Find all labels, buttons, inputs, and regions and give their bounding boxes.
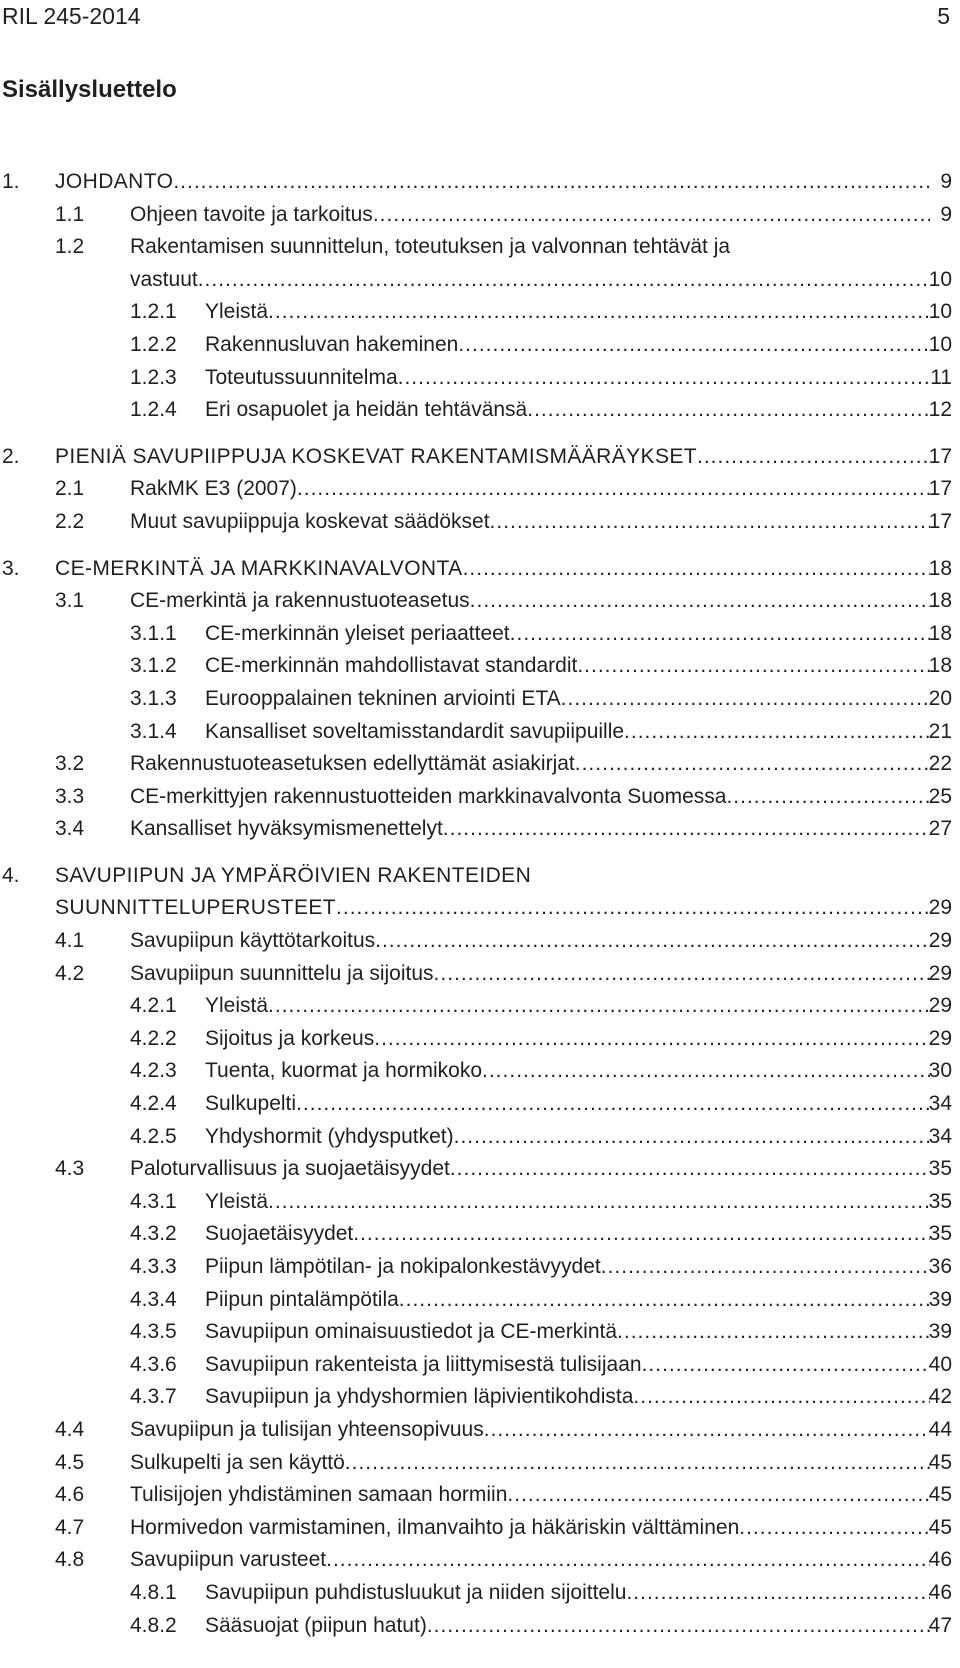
toc-entry-title: Savupiipun ominaisuustiedot ja CE-merkintä	[205, 1320, 618, 1344]
toc-entry-title: Rakennustuoteasetuksen edellyttämät asiakirjat	[130, 752, 575, 776]
dot-leader	[198, 264, 930, 297]
toc-entry-page: 10	[928, 300, 952, 324]
toc-entry-page: 29	[928, 994, 952, 1018]
toc-subsection-entry[interactable]	[0, 1251, 960, 1284]
dot-leader	[482, 1055, 930, 1088]
toc-entry-title: SUUNNITTELUPERUSTEET	[55, 896, 337, 920]
toc-entry-page: 29	[928, 1026, 952, 1050]
toc-entry-title: Paloturvallisuus ja suojaetäisyydet	[130, 1157, 450, 1181]
toc-section-entry[interactable]	[0, 1512, 960, 1545]
toc-entry-page: 39	[928, 1287, 952, 1311]
toc-section-entry[interactable]	[0, 781, 960, 814]
toc-section-entry[interactable]	[0, 473, 960, 506]
toc-entry-title: JOHDANTO	[55, 170, 174, 193]
dot-leader	[336, 892, 930, 925]
toc-entry-page: 10	[928, 267, 952, 291]
toc-entry-number: 3.	[2, 556, 20, 580]
toc-entry-leader	[130, 748, 930, 781]
toc-entry-leader	[130, 925, 930, 958]
toc-section-entry[interactable]	[0, 925, 960, 958]
toc-entry-leader	[205, 1610, 930, 1643]
dot-leader	[484, 1414, 930, 1447]
toc-entry-leader	[205, 1251, 930, 1284]
toc-entry-leader	[205, 329, 930, 362]
dot-leader	[173, 166, 930, 199]
dot-leader	[726, 781, 930, 814]
toc-entry-number: 4.3.6	[130, 1352, 177, 1376]
toc-entry-title: Rakennusluvan hakeminen	[205, 332, 459, 356]
toc-entry-leader	[205, 1577, 930, 1610]
toc-entry-number: 1.2.3	[130, 365, 177, 389]
toc-entry-leader	[205, 1349, 930, 1382]
dot-leader	[490, 506, 930, 539]
toc-entry-number: 4.8.1	[130, 1580, 177, 1604]
toc-entry-title: Ohjeen tavoite ja tarkoitus	[130, 202, 373, 226]
toc-subsection-entry[interactable]	[0, 1349, 960, 1382]
toc-entry-page: 18	[928, 654, 952, 678]
toc-entry-page: 29	[928, 929, 952, 953]
dot-leader	[399, 1284, 930, 1317]
toc-entry-page: 40	[928, 1352, 952, 1376]
toc-entry-title: Toteutussuunnitelma	[205, 365, 398, 389]
toc-section-entry[interactable]	[0, 585, 960, 618]
toc-entry-number: 4.6	[55, 1483, 85, 1507]
dot-leader	[626, 1577, 930, 1610]
toc-entry-page: 10	[928, 332, 952, 356]
toc-entry-number: 1.2.2	[130, 332, 177, 356]
toc-entry-number: 3.1.2	[130, 654, 177, 678]
toc-entry-number: 1.1	[55, 202, 85, 226]
toc-entry-number: 1.2.4	[130, 398, 177, 422]
dot-leader	[373, 199, 930, 232]
toc-entry-number: 1.2	[55, 235, 85, 259]
dot-leader	[443, 813, 930, 846]
toc-entry-leader	[205, 1055, 930, 1088]
toc-entry-title: CE-merkinnän yleiset periaatteet	[205, 621, 510, 645]
toc-entry-page: 29	[928, 961, 952, 985]
toc-entry-leader	[205, 1381, 930, 1414]
toc-entry-number: 4.3.4	[130, 1287, 177, 1311]
toc-entry-number: 4.	[2, 863, 20, 887]
toc-entry-number: 4.4	[55, 1417, 85, 1441]
toc-entry-page: 45	[928, 1483, 952, 1507]
table-of-contents	[0, 166, 960, 1642]
toc-entry-leader	[130, 781, 930, 814]
toc-entry-leader	[205, 990, 930, 1023]
toc-entry-leader	[205, 1023, 930, 1056]
toc-subsection-entry[interactable]	[0, 1121, 960, 1154]
toc-entry-page: 18	[928, 621, 952, 645]
toc-subsection-entry[interactable]	[0, 990, 960, 1023]
dot-leader	[561, 683, 930, 716]
toc-section-entry[interactable]	[0, 813, 960, 846]
toc-entry-number: 2.2	[55, 509, 85, 533]
toc-entry-leader	[205, 1218, 930, 1251]
toc-subsection-entry[interactable]	[0, 1218, 960, 1251]
toc-entry-page: 46	[928, 1548, 952, 1572]
dot-leader	[527, 394, 930, 427]
toc-entry-page: 25	[928, 784, 952, 808]
toc-entry-page: 9	[940, 202, 952, 226]
toc-subsection-entry[interactable]	[0, 1055, 960, 1088]
toc-entry-page: 20	[928, 686, 952, 710]
toc-entry-number: 2.	[2, 444, 20, 468]
dot-leader	[507, 1479, 930, 1512]
toc-entry-number: 4.3.3	[130, 1255, 177, 1278]
toc-entry-number: 4.5	[55, 1450, 85, 1474]
toc-entry-title: Yleistä	[205, 1189, 269, 1213]
toc-entry-title: Savupiipun suunnittelu ja sijoitus	[130, 961, 434, 985]
toc-entry-leader	[205, 716, 930, 749]
toc-entry-leader	[130, 473, 930, 506]
toc-entry-number: 2.1	[55, 477, 85, 501]
toc-section-entry[interactable]	[0, 506, 960, 539]
dot-leader	[697, 441, 930, 474]
toc-entry-page: 34	[928, 1092, 952, 1116]
toc-entry-leader	[130, 585, 930, 618]
toc-entry-title: Yhdyshormit (yhdysputket)	[205, 1124, 454, 1148]
dot-leader	[463, 553, 930, 586]
toc-subsection-entry[interactable]	[0, 1284, 960, 1317]
toc-entry-leader	[205, 1121, 930, 1154]
toc-entry-leader	[130, 1414, 930, 1447]
toc-entry-leader	[55, 441, 930, 474]
toc-section-entry[interactable]	[0, 1414, 960, 1447]
toc-subsection-entry[interactable]	[0, 1186, 960, 1219]
toc-entry-title: CE-merkittyjen rakennustuotteiden markkinavalvonta Suomessa	[130, 784, 727, 808]
toc-entry-title: Savupiipun ja tulisijan yhteensopivuus	[130, 1417, 484, 1441]
dot-leader	[434, 958, 930, 991]
toc-entry-title: Yleistä	[205, 994, 269, 1018]
toc-entry-page: 36	[928, 1255, 952, 1278]
toc-subsection-entry[interactable]	[0, 394, 960, 427]
dot-leader	[601, 1251, 930, 1284]
dot-leader	[510, 618, 930, 651]
toc-subsection-entry[interactable]	[0, 329, 960, 362]
toc-entry-number: 3.1	[55, 589, 85, 613]
toc-subsection-entry[interactable]	[0, 618, 960, 651]
toc-entry-number: 4.2.1	[130, 994, 177, 1018]
toc-entry-number: 1.	[2, 170, 20, 193]
toc-entry-number: 4.7	[55, 1515, 85, 1539]
toc-entry-title: Sijoitus ja korkeus	[205, 1026, 375, 1050]
dot-leader	[268, 1186, 930, 1219]
toc-entry-page: 42	[928, 1385, 952, 1409]
toc-chapter-entry[interactable]	[0, 441, 960, 474]
toc-entry-page: 22	[928, 752, 952, 776]
dot-leader	[326, 1544, 930, 1577]
toc-entry-leader	[205, 296, 930, 329]
toc-entry-leader	[205, 1186, 930, 1219]
toc-entry-page: 46	[928, 1580, 952, 1604]
toc-entry-page: 35	[928, 1222, 952, 1246]
toc-entry-page: 44	[928, 1417, 952, 1441]
toc-entry-title: SAVUPIIPUN JA YMPÄRÖIVIEN RAKENTEIDEN	[55, 863, 532, 887]
dot-leader	[577, 650, 930, 683]
dot-leader	[427, 1610, 930, 1643]
dot-leader	[375, 925, 930, 958]
toc-entry-title: Savupiipun käyttötarkoitus	[130, 929, 376, 953]
dot-leader	[642, 1349, 930, 1382]
toc-section-entry[interactable]	[0, 1153, 960, 1186]
toc-entry-leader	[55, 892, 930, 925]
toc-entry-title: Yleistä	[205, 300, 269, 324]
toc-chapter-entry[interactable]	[0, 892, 960, 925]
dot-leader	[575, 748, 930, 781]
dot-leader	[739, 1512, 930, 1545]
toc-subsection-entry[interactable]	[0, 716, 960, 749]
dot-leader	[624, 716, 930, 749]
dot-leader	[296, 1088, 930, 1121]
dot-leader	[398, 362, 930, 395]
toc-entry-leader	[205, 1284, 930, 1317]
toc-entry-title: Sulkupelti ja sen käyttö	[130, 1450, 345, 1474]
toc-entry-leader	[130, 813, 930, 846]
toc-entry-number: 4.3.1	[130, 1189, 177, 1213]
toc-entry-title: Piipun pintalämpötila	[205, 1287, 399, 1311]
toc-entry-leader	[130, 1153, 930, 1186]
toc-section-entry[interactable]	[0, 958, 960, 991]
toc-entry-page: 35	[928, 1157, 952, 1181]
toc-entry-number: 4.1	[55, 929, 85, 953]
toc-entry-page: 18	[928, 556, 952, 580]
toc-entry-page: 47	[928, 1613, 952, 1637]
toc-entry-page: 17	[928, 444, 952, 468]
toc-entry-page: 17	[928, 509, 952, 533]
toc-entry-number: 3.3	[55, 784, 85, 808]
dot-leader	[345, 1447, 930, 1480]
toc-entry-number: 1.2.1	[130, 300, 177, 324]
dot-leader	[353, 1218, 930, 1251]
toc-entry-number: 4.2.2	[130, 1026, 177, 1050]
toc-entry-number: 4.3.7	[130, 1385, 177, 1409]
page-header	[0, 0, 950, 32]
dot-leader	[268, 296, 930, 329]
toc-entry-leader	[205, 1088, 930, 1121]
toc-entry-number: 4.3	[55, 1157, 85, 1181]
toc-entry-title: Hormivedon varmistaminen, ilmanvaihto ja häkäriskin välttäminen	[130, 1515, 740, 1539]
toc-entry-number: 4.3.2	[130, 1222, 177, 1246]
toc-entry-leader	[55, 860, 930, 893]
toc-entry-number: 4.2.4	[130, 1092, 177, 1116]
toc-entry-leader	[205, 683, 930, 716]
dot-leader	[297, 473, 930, 506]
toc-entry-title: Savupiipun rakenteista ja liittymisestä tulisijaan	[205, 1352, 642, 1376]
toc-entry-title: Muut savupiippuja koskevat säädökset	[130, 509, 490, 533]
toc-entry-page: 34	[928, 1124, 952, 1148]
toc-entry-leader	[130, 506, 930, 539]
toc-entry-leader	[130, 264, 930, 297]
toc-section-entry[interactable]	[0, 1447, 960, 1480]
toc-entry-title: Kansalliset soveltamisstandardit savupiipuille	[205, 719, 625, 743]
toc-entry-page: 12	[928, 398, 952, 422]
dot-leader	[617, 1316, 930, 1349]
toc-entry-number: 3.1.4	[130, 719, 177, 743]
toc-entry-page: 18	[928, 589, 952, 613]
toc-entry-title: Kansalliset hyväksymismenettelyt	[130, 817, 443, 841]
toc-section-entry[interactable]	[0, 748, 960, 781]
toc-entry-page: 9	[940, 170, 952, 193]
toc-entry-title: Savupiipun varusteet	[130, 1548, 327, 1572]
toc-entry-leader	[130, 1447, 930, 1480]
toc-subsection-entry[interactable]	[0, 1381, 960, 1414]
toc-entry-leader	[130, 958, 930, 991]
toc-entry-page: 35	[928, 1189, 952, 1213]
toc-entry-title: Eri osapuolet ja heidän tehtävänsä	[205, 398, 528, 422]
toc-entry-page: 17	[928, 477, 952, 501]
toc-entry-leader	[130, 199, 930, 232]
dot-leader	[450, 1153, 930, 1186]
toc-entry-title: Tuenta, kuormat ja hormikoko	[205, 1059, 483, 1083]
toc-entry-title: vastuut	[130, 267, 198, 291]
toc-entry-title: PIENIÄ SAVUPIIPPUJA KOSKEVAT RAKENTAMISMÄÄRÄYKSET	[55, 444, 697, 468]
toc-entry-page: 39	[928, 1320, 952, 1344]
toc-entry-title: Eurooppalainen tekninen arviointi ETA	[205, 686, 561, 710]
toc-subsection-entry[interactable]	[0, 1577, 960, 1610]
toc-chapter-entry[interactable]	[0, 553, 960, 586]
dot-leader	[470, 585, 930, 618]
toc-chapter-entry[interactable]	[0, 860, 960, 893]
toc-entry-page: 45	[928, 1515, 952, 1539]
toc-subsection-entry[interactable]	[0, 296, 960, 329]
toc-subsection-entry[interactable]	[0, 1088, 960, 1121]
toc-subsection-entry[interactable]	[0, 683, 960, 716]
dot-leader	[633, 1381, 930, 1414]
toc-entry-page: 30	[928, 1059, 952, 1083]
toc-entry-title: Savupiipun puhdistusluukut ja niiden sijoittelu	[205, 1580, 627, 1604]
toc-entry-title: Sääsuojat (piipun hatut)	[205, 1613, 427, 1637]
toc-entry-leader	[55, 553, 930, 586]
toc-entry-page: 29	[928, 896, 952, 920]
page-number: 5	[937, 3, 950, 29]
toc-entry-number: 3.1.3	[130, 686, 177, 710]
toc-entry-number: 4.3.5	[130, 1320, 177, 1344]
toc-entry-number: 3.4	[55, 817, 85, 841]
toc-entry-page: 27	[928, 817, 952, 841]
toc-entry-leader	[205, 650, 930, 683]
toc-entry-title: Suojaetäisyydet	[205, 1222, 354, 1246]
toc-entry-leader	[205, 362, 930, 395]
document-id: RIL 245-2014	[2, 3, 141, 29]
toc-entry-leader	[130, 1512, 930, 1545]
toc-section-entry[interactable]	[0, 199, 960, 232]
toc-entry-leader	[130, 1544, 930, 1577]
toc-section-entry[interactable]	[0, 231, 960, 264]
dot-leader	[374, 1023, 930, 1056]
toc-entry-title: CE-merkinnän mahdollistavat standardit	[205, 654, 578, 678]
dot-leader	[454, 1121, 930, 1154]
toc-entry-leader	[205, 618, 930, 651]
toc-entry-leader	[130, 1479, 930, 1512]
dot-leader	[268, 990, 930, 1023]
toc-entry-title: Sulkupelti	[205, 1092, 297, 1116]
toc-subsection-entry[interactable]	[0, 362, 960, 395]
toc-subsection-entry[interactable]	[0, 1610, 960, 1643]
toc-entry-page: 11	[930, 365, 952, 389]
toc-title: Sisällysluettelo	[2, 76, 177, 103]
toc-entry-leader	[205, 394, 930, 427]
toc-entry-number: 4.2.5	[130, 1124, 177, 1148]
toc-entry-title: Tulisijojen yhdistäminen samaan hormiin	[130, 1483, 508, 1507]
toc-entry-leader	[205, 1316, 930, 1349]
toc-subsection-entry[interactable]	[0, 650, 960, 683]
toc-entry-number: 4.2	[55, 961, 85, 985]
toc-entry-number: 4.2.3	[130, 1059, 177, 1083]
toc-subsection-entry[interactable]	[0, 1023, 960, 1056]
toc-entry-page: 21	[928, 719, 952, 743]
toc-entry-title: CE-merkintä ja rakennustuoteasetus	[130, 589, 470, 613]
toc-entry-number: 4.8.2	[130, 1613, 177, 1637]
toc-section-entry[interactable]	[0, 1479, 960, 1512]
toc-chapter-entry[interactable]	[0, 166, 960, 199]
toc-entry-number: 3.1.1	[130, 621, 177, 645]
toc-subsection-entry[interactable]	[0, 1316, 960, 1349]
toc-entry-title: Rakentamisen suunnittelun, toteutuksen ja valvonnan tehtävät ja	[130, 235, 731, 259]
toc-entry-leader	[55, 166, 930, 199]
dot-leader	[458, 329, 930, 362]
toc-entry-number: 4.8	[55, 1548, 85, 1572]
toc-section-entry[interactable]	[0, 264, 960, 297]
toc-entry-title: Savupiipun ja yhdyshormien läpivientikohdista	[205, 1385, 634, 1409]
toc-entry-title: CE-MERKINTÄ JA MARKKINAVALVONTA	[55, 556, 463, 580]
toc-entry-title: Piipun lämpötilan- ja nokipalonkestävyydet	[205, 1255, 601, 1278]
toc-entry-leader	[130, 231, 930, 264]
toc-entry-title: RakMK E3 (2007)	[130, 477, 297, 501]
toc-entry-number: 3.2	[55, 752, 85, 776]
toc-entry-page: 45	[928, 1450, 952, 1474]
toc-section-entry[interactable]	[0, 1544, 960, 1577]
